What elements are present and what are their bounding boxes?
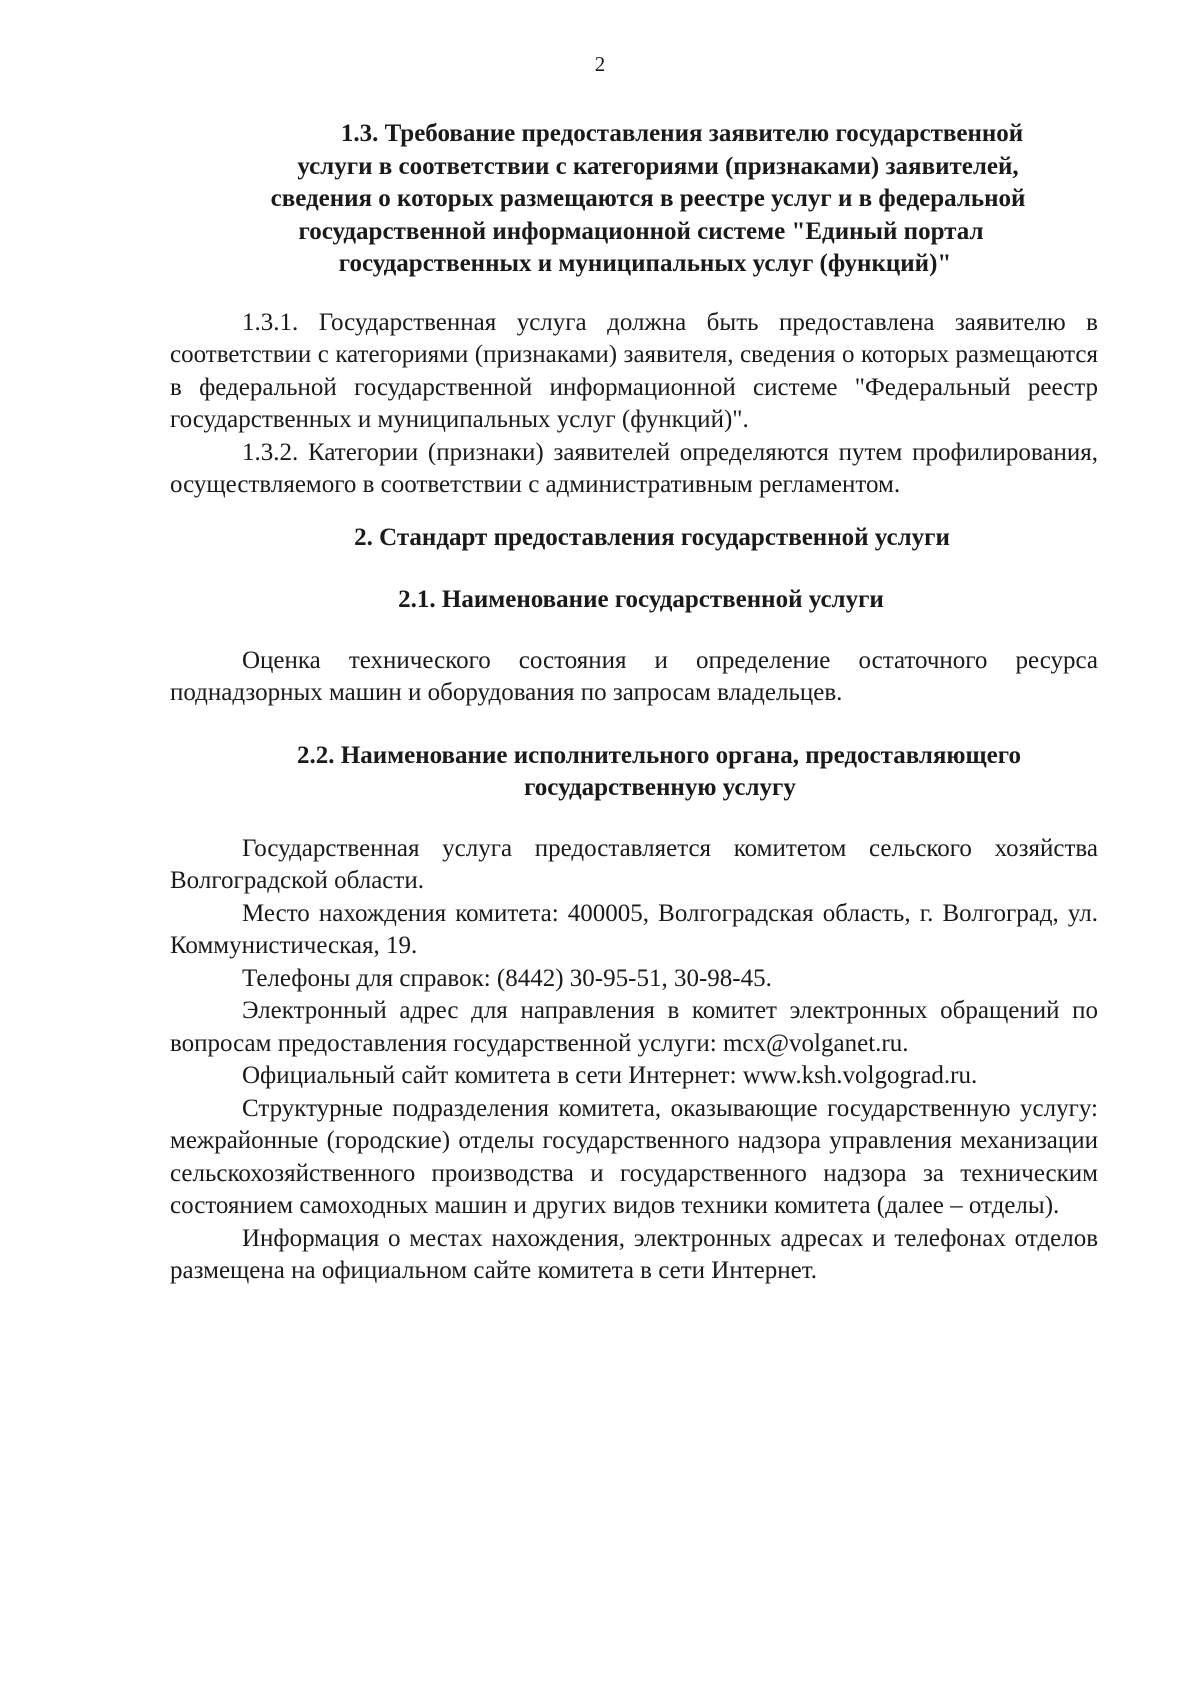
paragraph-structural-units: Структурные подразделения комитета, оказывающие государственную услугу: межрайонные (городские) отделы государственного надзора управления механизации сельскохозяйственного производства и государственного надзора за техническим состоянием самоходных машин и других видов техники комитета (далее – отделы). [170,1094,1098,1219]
heading-line: сведения о которых размещаются в реестре услуг и в федеральной [270,185,1026,212]
section-2-2-heading [170,740,1098,805]
heading-line: 2.2. Наименование исполнительного органа, предоставляющего [297,741,1021,769]
heading-line: государственной информационной системе "Единый портал [298,217,984,245]
heading-line: услуги в соответствии с категориями (признаками) заявителей, [297,152,1019,180]
paragraph-2-1-service-name: Оценка технического состояния и определение остаточного ресурса поднадзорных машин и оборудования по запросам владельцев. [170,646,1098,706]
section-2-heading: 2. Стандарт предоставления государственной услуги [354,523,950,551]
heading-line: государственных и муниципальных услуг (функций)" [338,250,952,277]
paragraph-website: Официальный сайт комитета в сети Интернет: www.ksh.volgograd.ru. [242,1062,978,1089]
paragraph-service-provider: Государственная услуга предоставляется комитетом сельского хозяйства Волгоградской области. [170,834,1098,894]
paragraph-1-3-2: 1.3.2. Категории (признаки) заявителей определяются путем профилирования, осуществляемого в соответствии с административным регламентом. [170,438,1098,498]
heading-line: 1.3. Требование предоставления заявителю государственной [340,120,1024,147]
section-2-1-heading: 2.1. Наименование государственной услуги [398,586,884,613]
heading-line: государственную услугу [524,774,796,801]
page-number: 2 [594,52,606,76]
paragraph-phones: Телефоны для справок: (8442) 30-95-51, 30-98-45. [242,964,772,992]
paragraph-1-3-1: 1.3.1. Государственная услуга должна быть предоставлена заявителю в соответствии с категориями (признаками) заявителя, сведения о которых размещаются в федеральной государственной информационной системе "Федеральный реестр государственных и муниципальных услуг (функций)". [170,308,1098,433]
paragraph-email: Электронный адрес для направления в комитет электронных обращений по вопросам предоставления государственной услуги: mcx@volganet.ru. [170,997,1098,1057]
section-1-3-heading [170,118,1098,281]
paragraph-committee-address: Место нахождения комитета: 400005, Волгоградская область, г. Волгоград, ул. Коммунистическая, 19. [170,899,1098,959]
paragraph-departments-info: Информация о местах нахождения, электронных адресах и телефонах отделов размещена на официальном сайте комитета в сети Интернет. [170,1224,1098,1284]
document-body [170,118,1098,1288]
